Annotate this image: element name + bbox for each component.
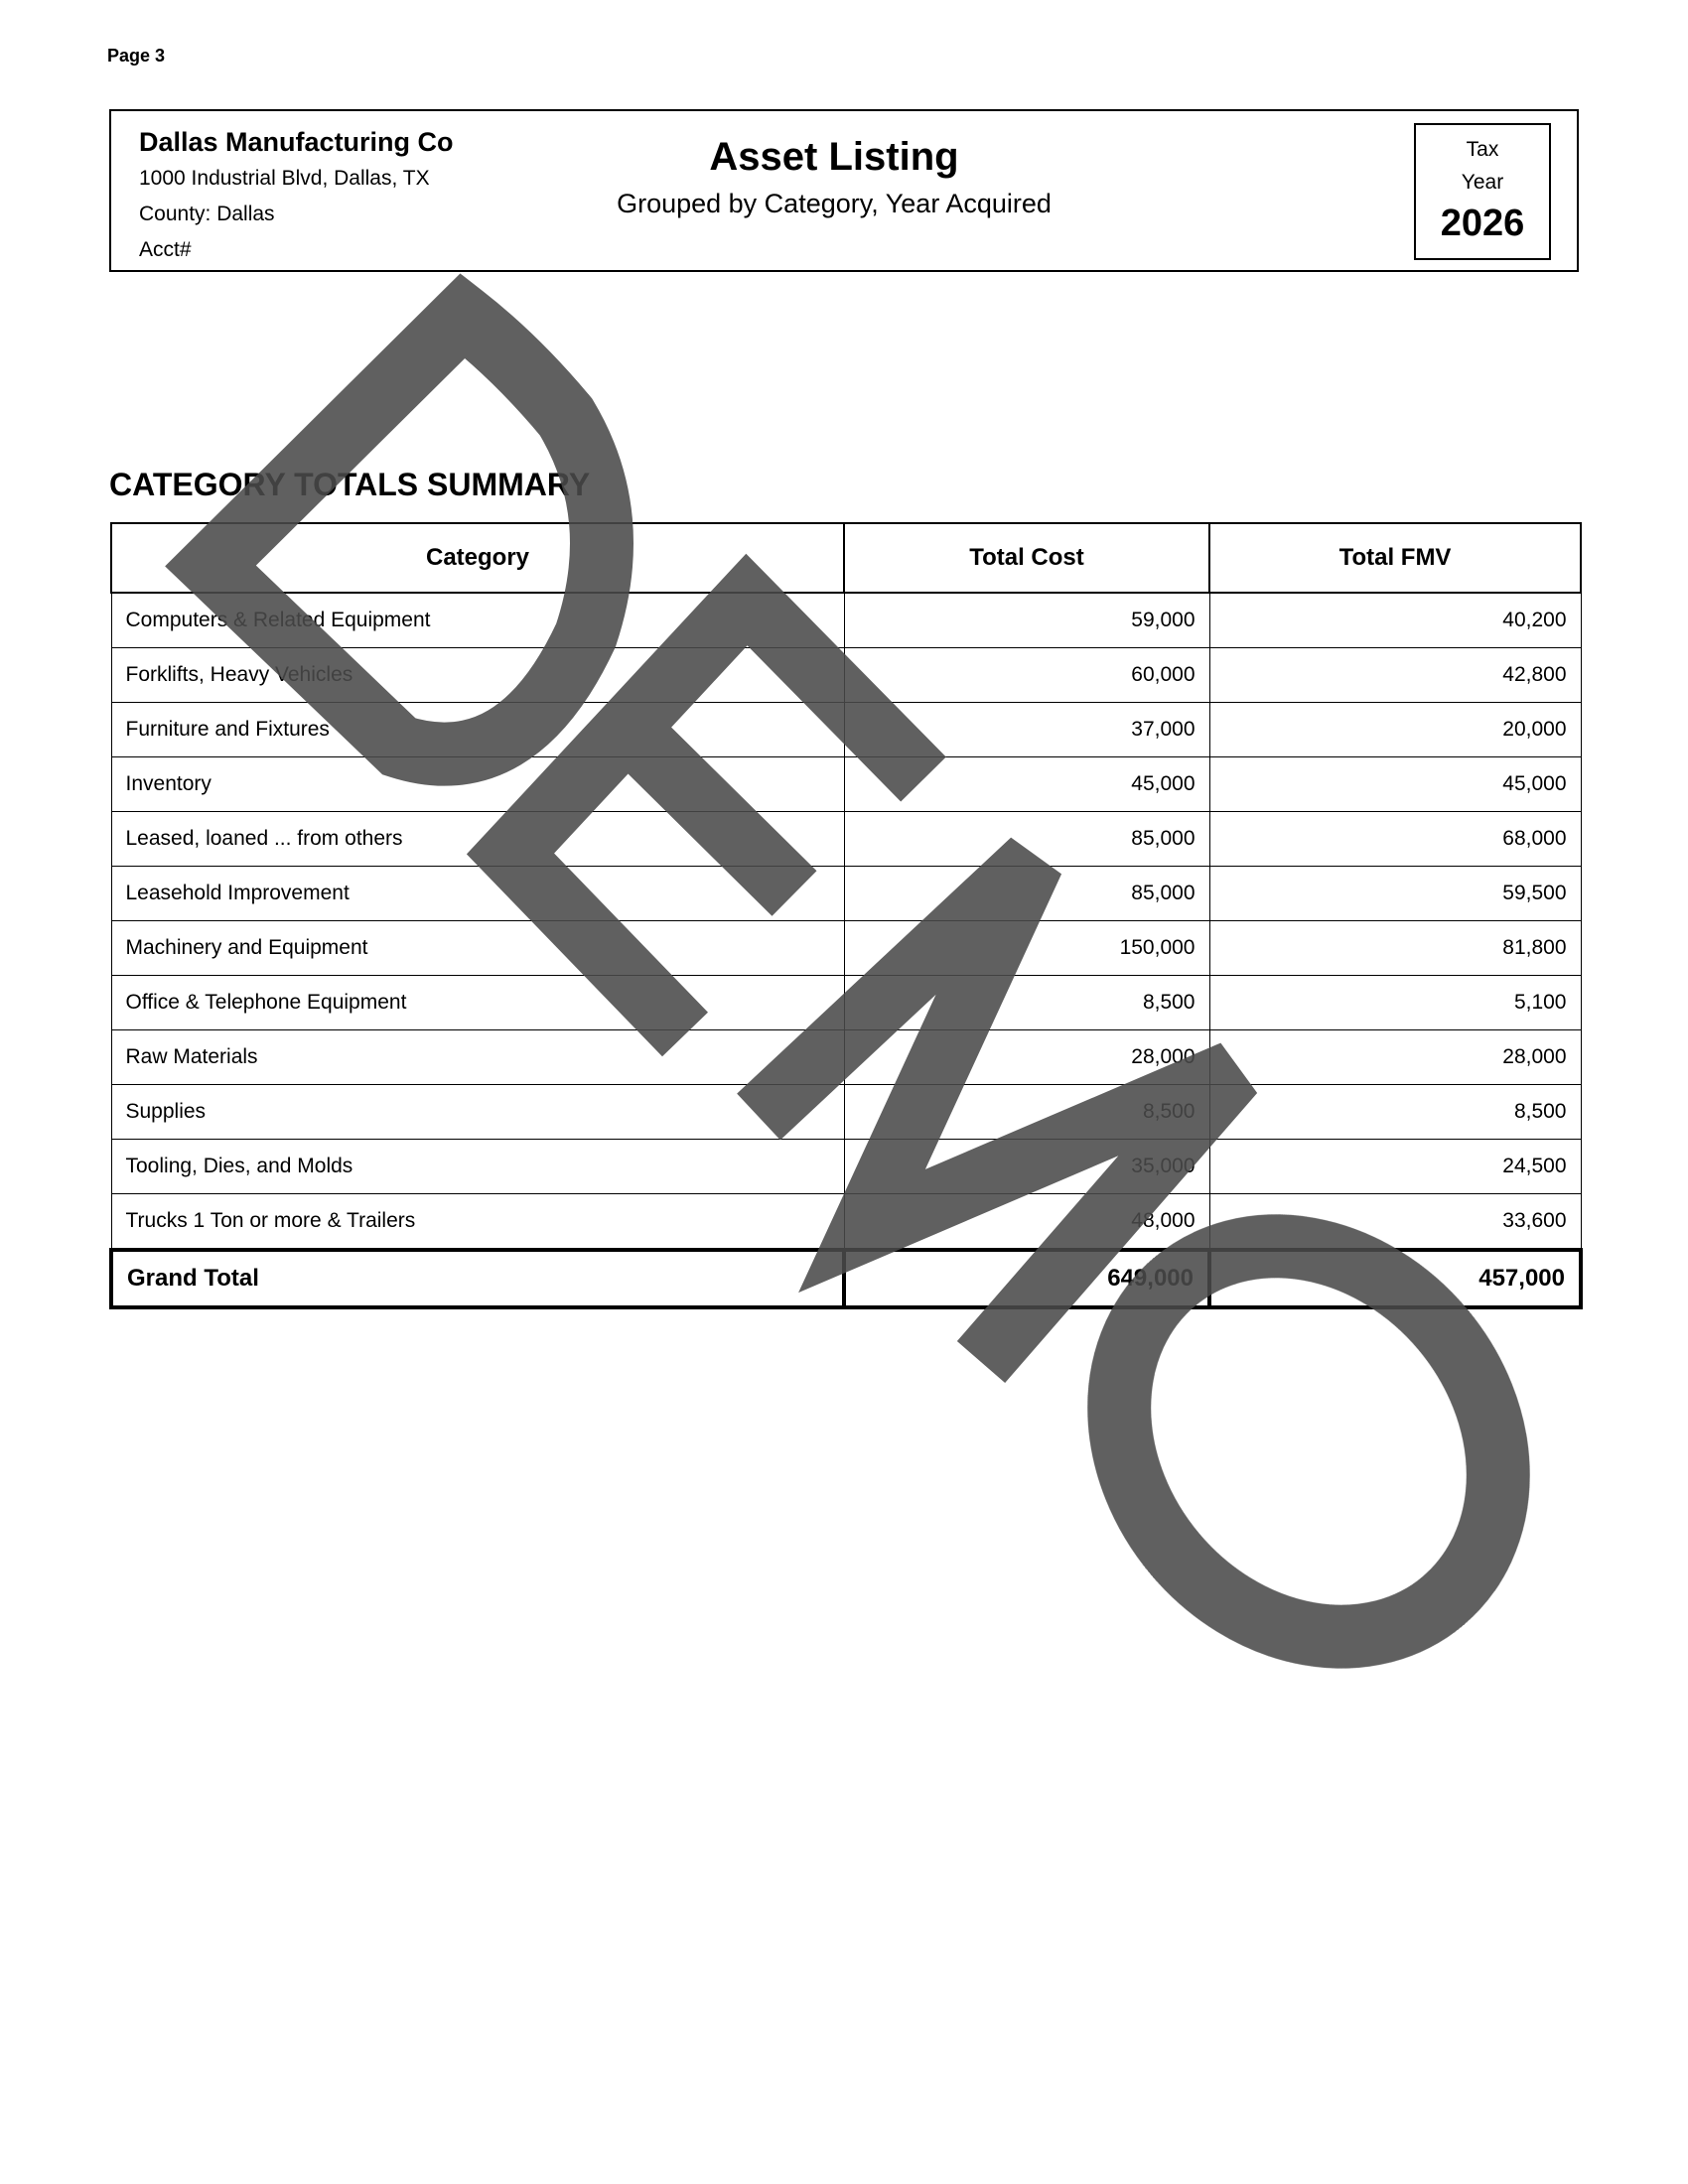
category-cell: Forklifts, Heavy Vehicles bbox=[111, 648, 844, 703]
table-row bbox=[111, 1085, 1581, 1140]
report-subtitle: Grouped by Category, Year Acquired bbox=[617, 189, 1052, 218]
tax-year-box bbox=[1414, 123, 1551, 260]
table-row bbox=[111, 921, 1581, 976]
category-cell: Leased, loaned ... from others bbox=[111, 812, 844, 867]
total-cost-cell: 8,500 bbox=[844, 1085, 1209, 1140]
total-cost-cell: 85,000 bbox=[844, 812, 1209, 867]
category-cell: Inventory bbox=[111, 757, 844, 812]
total-cost-cell: 59,000 bbox=[844, 593, 1209, 648]
total-fmv-cell: 28,000 bbox=[1209, 1030, 1581, 1085]
category-cell: Machinery and Equipment bbox=[111, 921, 844, 976]
grand-total-cost: 649,000 bbox=[844, 1250, 1209, 1307]
table-row bbox=[111, 867, 1581, 921]
category-cell: Computers & Related Equipment bbox=[111, 593, 844, 648]
total-cost-cell: 60,000 bbox=[844, 648, 1209, 703]
total-fmv-cell: 59,500 bbox=[1209, 867, 1581, 921]
table-row bbox=[111, 812, 1581, 867]
total-cost-cell: 150,000 bbox=[844, 921, 1209, 976]
total-cost-cell: 85,000 bbox=[844, 867, 1209, 921]
column-header-total-cost: Total Cost bbox=[844, 523, 1209, 593]
year-label: Year bbox=[1461, 171, 1504, 194]
category-cell: Leasehold Improvement bbox=[111, 867, 844, 921]
total-fmv-cell: 20,000 bbox=[1209, 703, 1581, 757]
column-header-category: Category bbox=[111, 523, 844, 593]
table-row bbox=[111, 1030, 1581, 1085]
table-row bbox=[111, 593, 1581, 648]
column-header-total-fmv: Total FMV bbox=[1209, 523, 1581, 593]
category-cell: Trucks 1 Ton or more & Trailers bbox=[111, 1194, 844, 1251]
table-row bbox=[111, 703, 1581, 757]
category-totals-table bbox=[109, 522, 1583, 1309]
total-fmv-cell: 42,800 bbox=[1209, 648, 1581, 703]
total-fmv-cell: 68,000 bbox=[1209, 812, 1581, 867]
total-cost-cell: 45,000 bbox=[844, 757, 1209, 812]
report-title: Asset Listing bbox=[709, 135, 959, 179]
table-row bbox=[111, 1194, 1581, 1251]
total-cost-cell: 48,000 bbox=[844, 1194, 1209, 1251]
table-row bbox=[111, 1140, 1581, 1194]
category-cell: Tooling, Dies, and Molds bbox=[111, 1140, 844, 1194]
total-cost-cell: 8,500 bbox=[844, 976, 1209, 1030]
company-name: Dallas Manufacturing Co bbox=[139, 127, 454, 157]
company-address: 1000 Industrial Blvd, Dallas, TX bbox=[139, 167, 430, 190]
report-header bbox=[109, 109, 1579, 272]
company-county: County: Dallas bbox=[139, 203, 275, 225]
category-cell: Office & Telephone Equipment bbox=[111, 976, 844, 1030]
section-title: CATEGORY TOTALS SUMMARY bbox=[109, 467, 591, 502]
grand-total-label: Grand Total bbox=[111, 1250, 844, 1307]
table-row bbox=[111, 757, 1581, 812]
table-row bbox=[111, 976, 1581, 1030]
page-number: Page 3 bbox=[107, 46, 166, 66]
table-header-row bbox=[111, 523, 1581, 593]
total-cost-cell: 35,000 bbox=[844, 1140, 1209, 1194]
category-cell: Furniture and Fixtures bbox=[111, 703, 844, 757]
total-fmv-cell: 81,800 bbox=[1209, 921, 1581, 976]
company-account-number: Acct# bbox=[139, 238, 192, 261]
category-cell: Raw Materials bbox=[111, 1030, 844, 1085]
total-fmv-cell: 40,200 bbox=[1209, 593, 1581, 648]
grand-total-row bbox=[111, 1250, 1581, 1307]
total-fmv-cell: 45,000 bbox=[1209, 757, 1581, 812]
total-fmv-cell: 24,500 bbox=[1209, 1140, 1581, 1194]
tax-year-value: 2026 bbox=[1440, 203, 1525, 244]
grand-total-fmv: 457,000 bbox=[1209, 1250, 1581, 1307]
category-cell: Supplies bbox=[111, 1085, 844, 1140]
tax-label: Tax bbox=[1466, 138, 1499, 161]
total-fmv-cell: 33,600 bbox=[1209, 1194, 1581, 1251]
total-fmv-cell: 8,500 bbox=[1209, 1085, 1581, 1140]
table-row bbox=[111, 648, 1581, 703]
total-cost-cell: 28,000 bbox=[844, 1030, 1209, 1085]
total-fmv-cell: 5,100 bbox=[1209, 976, 1581, 1030]
total-cost-cell: 37,000 bbox=[844, 703, 1209, 757]
